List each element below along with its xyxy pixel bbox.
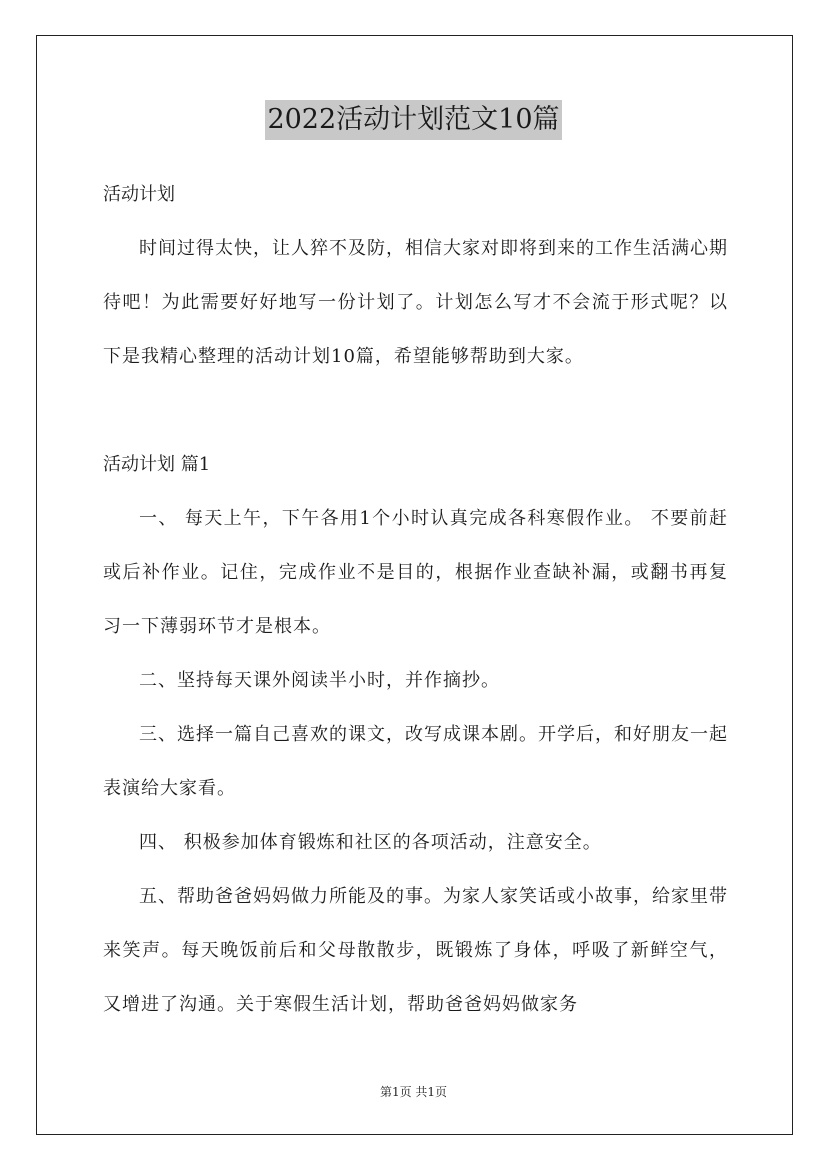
plan-item-2: 二、坚持每天课外阅读半小时，并作摘抄。 — [139, 670, 500, 691]
intro-heading: 活动计划 — [103, 184, 175, 205]
title-wrap — [0, 100, 827, 140]
plan-item-4: 四、 积极参加体育锻炼和社区的各项活动，注意安全。 — [139, 832, 602, 853]
document-body — [103, 168, 728, 1032]
plan-item-3: 三、选择一篇自己喜欢的课文，改写成课本剧。开学后，和好朋友一起表演给大家看。 — [103, 724, 728, 799]
section-spacer — [103, 384, 728, 438]
section-heading: 活动计划 篇1 — [103, 454, 211, 475]
plan-item-1: 一、 每天上午，下午各用1个小时认真完成各科寒假作业。 不要前赶或后补作业。记住，完成作业不是目的，根据作业查缺补漏，或翻书再复习一下薄弱环节才是根本。 — [103, 508, 728, 637]
document-title: 2022活动计划范文10篇 — [265, 100, 561, 140]
page-footer: 第1页 共1页 — [379, 1085, 448, 1099]
intro-paragraph: 时间过得太快，让人猝不及防，相信大家对即将到来的工作生活满心期待吧！为此需要好好地写一份计划了。计划怎么写才不会流于形式呢？以下是我精心整理的活动计划10篇，希望能够帮助到大家。 — [103, 238, 728, 367]
plan-item-5: 五、帮助爸爸妈妈做力所能及的事。为家人家笑话或小故事，给家里带来笑声。每天晚饭前后和父母散散步，既锻炼了身体，呼吸了新鲜空气，又增进了沟通。关于寒假生活计划，帮助爸爸妈妈做家务 — [103, 886, 728, 1015]
